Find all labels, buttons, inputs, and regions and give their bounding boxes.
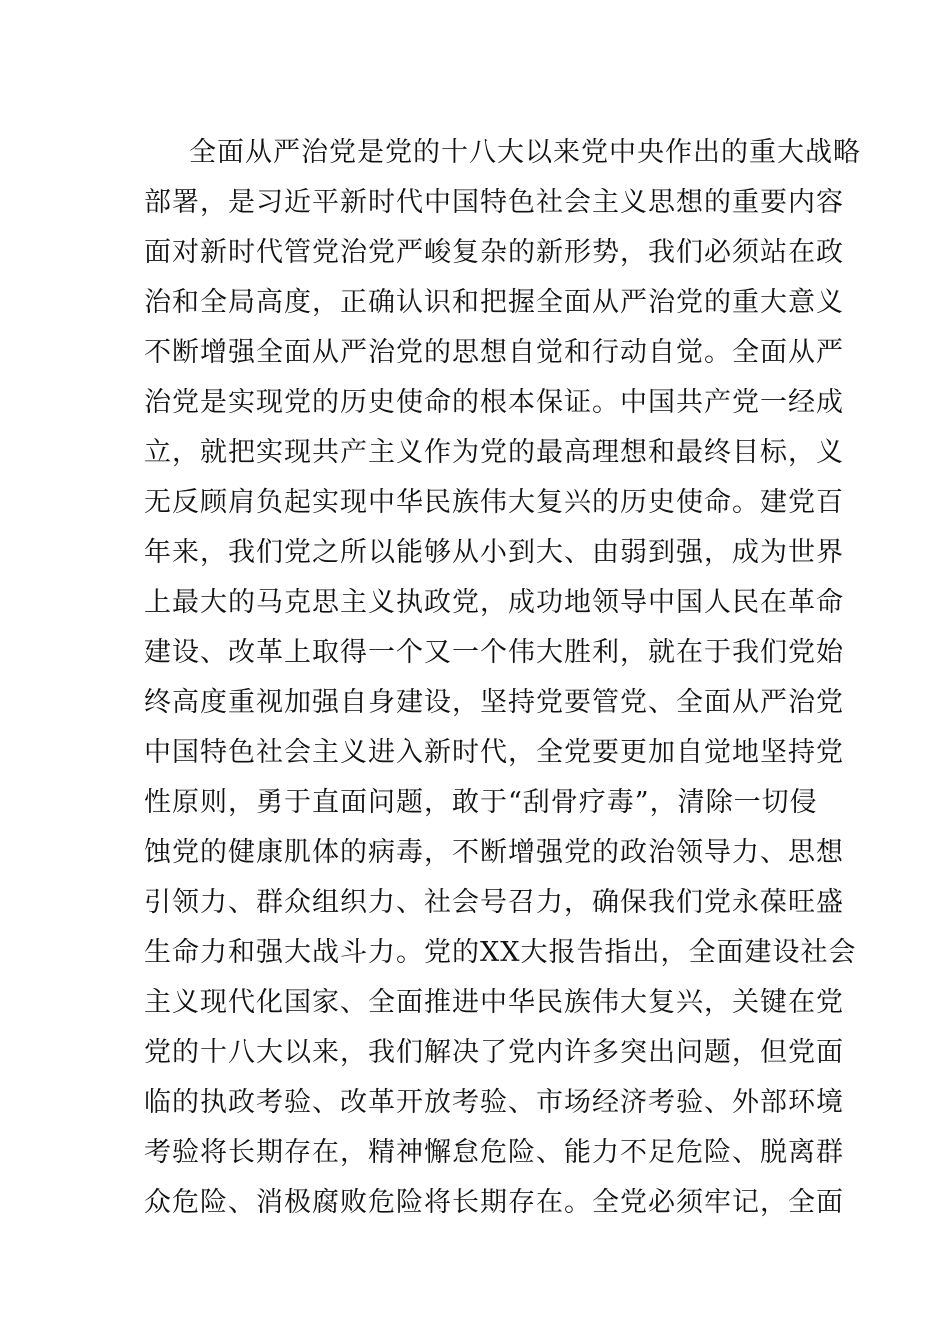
text-line: 中国特色社会主义进入新时代，全党要更加自觉地坚持党	[144, 737, 844, 768]
text-line: 立，就把实现共产主义作为党的最高理想和最终目标，义	[144, 437, 844, 468]
text-line: 引领力、群众组织力、社会号召力，确保我们党永葆旺盛	[144, 887, 844, 918]
text-line: 治党是实现党的历史使命的根本保证。中国共产党一经成	[144, 387, 844, 418]
text-line: 治和全局高度，正确认识和把握全面从严治党的重大意义	[144, 287, 844, 318]
text-line: 不断增强全面从严治党的思想自觉和行动自觉。全面从严	[144, 337, 844, 368]
text-line: 年来，我们党之所以能够从小到大、由弱到强，成为世界	[144, 537, 844, 568]
text-line: 考验将长期存在，精神懈怠危险、能力不足危险、脱离群	[144, 1137, 844, 1168]
text-line: 蚀党的健康肌体的病毒，不断增强党的政治领导力、思想	[144, 837, 844, 868]
text-line: 众危险、消极腐败危险将长期存在。全党必须牢记，全面	[144, 1187, 844, 1218]
text-line: 全面从严治党是党的十八大以来党中央作出的重大战略	[189, 137, 861, 168]
text-line: 面对新时代管党治党严峻复杂的新形势，我们必须站在政	[144, 237, 844, 268]
text-line: 生命力和强大战斗力。党的XX大报告指出，全面建设社会	[144, 937, 857, 968]
text-line: 性原则，勇于直面问题，敢于“刮骨疗毒”，清除一切侵	[144, 787, 818, 818]
text-line: 终高度重视加强自身建设，坚持党要管党、全面从严治党	[144, 687, 844, 718]
text-line: 建设、改革上取得一个又一个伟大胜利，就在于我们党始	[144, 637, 844, 668]
body-paragraph	[144, 128, 861, 1228]
text-line: 无反顾肩负起实现中华民族伟大复兴的历史使命。建党百	[144, 487, 844, 518]
text-line: 临的执政考验、改革开放考验、市场经济考验、外部环境	[144, 1087, 844, 1118]
text-line: 主义现代化国家、全面推进中华民族伟大复兴，关键在党	[144, 987, 844, 1018]
text-line: 部署，是习近平新时代中国特色社会主义思想的重要内容	[144, 187, 844, 218]
text-line: 党的十八大以来，我们解决了党内许多突出问题，但党面	[144, 1037, 844, 1068]
text-line: 上最大的马克思主义执政党，成功地领导中国人民在革命	[144, 587, 844, 618]
